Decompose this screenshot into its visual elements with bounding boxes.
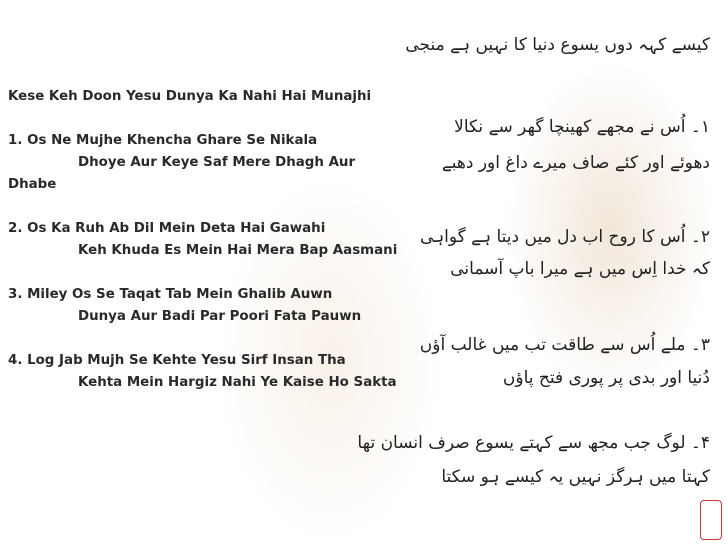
verse-1-line-3: Dhabe <box>8 177 57 192</box>
verse-3-line-2: Dunya Aur Badi Par Poori Fata Pauwn <box>78 309 362 324</box>
verse-2-line-1: 2. Os Ka Ruh Ab Dil Mein Deta Hai Gawahi <box>8 221 326 236</box>
urdu-verse-3-line-1: ۳۔ ملے اُس سے طاقت تب میں غالب آؤں <box>419 335 710 355</box>
urdu-verse-4-line-1: ۴۔ لوگ جب مجھ سے کہتے یسوع صرف انسان تھا <box>357 433 710 453</box>
verse-1-line-1: 1. Os Ne Mujhe Khencha Ghare Se Nikala <box>8 133 318 148</box>
verse-4-line-2: Kehta Mein Hargiz Nahi Ye Kaise Ho Sakta <box>78 375 397 390</box>
urdu-verse-2-line-1: ۲۔ اُس کا روح اب دل میں دیتا ہے گواہی <box>420 227 710 247</box>
urdu-verse-1-line-1: ۱۔ اُس نے مجھے کھینچا گھر سے نکالا <box>454 117 710 137</box>
urdu-verse-3-line-2: دُنیا اور بدی پر پوری فتح پاؤں <box>502 368 710 388</box>
corner-logo-icon <box>700 500 722 540</box>
verse-2-line-2: Keh Khuda Es Mein Hai Mera Bap Aasmani <box>78 243 398 258</box>
song-title: Kese Keh Doon Yesu Dunya Ka Nahi Hai Munajhi <box>8 89 372 104</box>
romanized-lyrics <box>8 86 448 394</box>
verse-1-line-2: Dhoye Aur Keye Saf Mere Dhagh Aur <box>78 155 356 170</box>
urdu-title: کیسے کہہ دوں یسوع دنیا کا نہیں ہے منجی <box>405 35 710 55</box>
urdu-verse-2-line-2: کہ خدا اِس میں ہے میرا باپ آسمانی <box>450 259 710 279</box>
verse-4-line-1: 4. Log Jab Mujh Se Kehte Yesu Sirf Insan Tha <box>8 353 346 368</box>
urdu-verse-1-line-2: دھوئے اور کئے صاف میرے داغ اور دھبے <box>441 153 710 173</box>
verse-3-line-1: 3. Miley Os Se Taqat Tab Mein Ghalib Auwn <box>8 287 333 302</box>
urdu-verse-4-line-2: کہتا میں ہرگز نہیں یہ کیسے ہو سکتا <box>441 467 710 487</box>
